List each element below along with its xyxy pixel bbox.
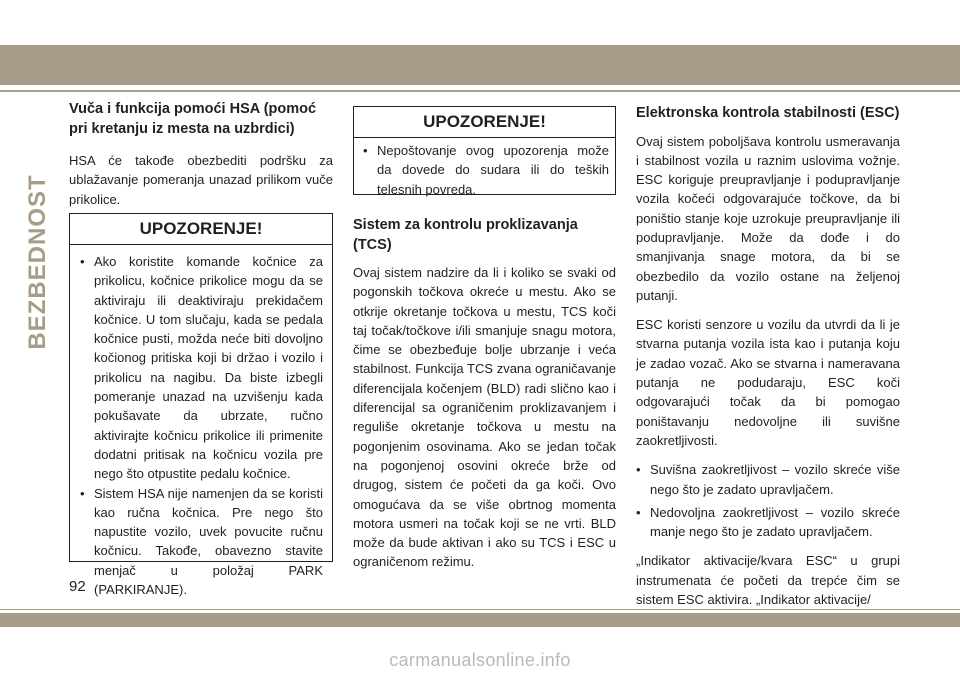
esc-para-2: ESC koristi senzore u vozilu da utvrdi da li je stvarna putanja vozila ista kao i putanja koju je zadao vozač. Ako se stvarna i nameravana putanja ne podudaraju, ESC koči odgovarajući točak da bi pomogao poništavanju nedovoljne ili suvišne zaokretljivosti. — [636, 317, 900, 448]
warning-item: • Nepoštovanje ovog upozorenja može da dovede do sudara ili do teških telesnih povreda. — [363, 141, 609, 199]
warning-title: UPOZORENJE! — [354, 107, 615, 138]
page-number: 92 — [69, 578, 86, 595]
warning-title: UPOZORENJE! — [70, 214, 332, 245]
hsa-towing-intro: HSA će takođe obezbediti podršku za ublažavanje pomeranja unazad prilikom vuče prikolice. — [69, 153, 333, 207]
list-item: • Suvišna zaokretljivost – vozilo skreće više nego što je zadato upravljačem. — [636, 460, 900, 499]
column-right — [636, 104, 900, 609]
warning-list — [354, 138, 615, 199]
footer-rule — [0, 609, 960, 610]
list-item: • Nedovoljna zaokretljivost – vozilo skreće manje nego što je zadato upravljačem. — [636, 503, 900, 542]
warning-item: • Sistem HSA nije namenjen da se koristi kao ručna kočnica. Pre nego što napustite vozilo, uvek povucite ručnu kočnicu. Takođe, obavezno stavite menjač u položaj PARK (PARKIRANJE). — [80, 484, 323, 600]
header-band — [0, 45, 960, 85]
warning-box-general — [353, 106, 616, 195]
footer-band — [0, 613, 960, 627]
section-title: BEZBEDNOST — [24, 174, 51, 350]
esc-para-1: Ovaj sistem poboljšava kontrolu usmeravanja i stabilnost vozila u raznim uslovima vožnje. ESC koriguje preupravljanje i podupravljanje vozila kočeći odgovarajuće točkove, da bi poništio stanje koje uzrokuje preupravljanje ili podupravljanje. Može da dođe i do smanjivanja snage motora, da bi se obezbedilo da vozilo ostane na željenoj putanji. — [636, 133, 900, 303]
tcs-body: Ovaj sistem nadzire da li i koliko se svaki od pogonskih točkova okreće u mestu. Ako se otkrije okretanje točkova u mestu, TCS koči taj točak/točkove i/ili smanjuje snagu motora, čime se obezbeđuje bolje ubrzanje i veća stabilnost. Funkcija TCS zvana ograničavanje diferencijala kočenjem (BLD) radi slično kao i diferencijal sa ograničenim proklizavanjem i reguliše okretanje točkova u mestu na pogonjenim osovinama. Ako se jedan točak na pogonjenoj osovini okreće brže od drugog, sistem će početi da ga koči. Ovo omogućava da se više obrtnog momenta motora usmeri na točak koji se ne vrti. BLD može da bude aktivan i ako su TCS i ESC u ograničenom režimu. — [353, 265, 616, 570]
column-middle — [353, 216, 616, 572]
hsa-towing-heading: Vuča i funkcija pomoći HSA (pomoć pri kretanju iz mesta na uzbrdici) — [69, 101, 317, 137]
esc-heading: Elektronska kontrola stabilnosti (ESC) — [636, 105, 900, 121]
watermark-text: carmanualsonline.info — [389, 650, 571, 670]
warning-list — [70, 245, 332, 599]
esc-para-3: „Indikator aktivacije/kvara ESC“ u grupi instrumenata će početi da trepće čim se sistem ESC aktivira. „Indikator aktivacije/ — [636, 553, 900, 608]
warning-item: • Ako koristite komande kočnice za prikolicu, kočnice prikolice mogu da se aktiviraju ili deaktiviraju prekidačem kočnice. U tom slučaju, kada se pedala kočnice pusti, možda neće biti dovoljno kočionog pritiska koji bi držao i vozilo i prikolicu na nagibu. Da biste izbegli pomeranje unazad na uzvišenju kada pokušavate da ubrzate, ručno aktivirajte kočnicu prikolice ili primenite dodatni pritisak na kočnicu vozila pre nego što otpustite pedalu kočnice. — [80, 252, 323, 484]
esc-bullet-list — [636, 460, 900, 541]
tcs-heading: Sistem za kontrolu proklizavanja (TCS) — [353, 217, 578, 253]
column-left — [69, 100, 333, 209]
header-rule — [0, 90, 960, 92]
